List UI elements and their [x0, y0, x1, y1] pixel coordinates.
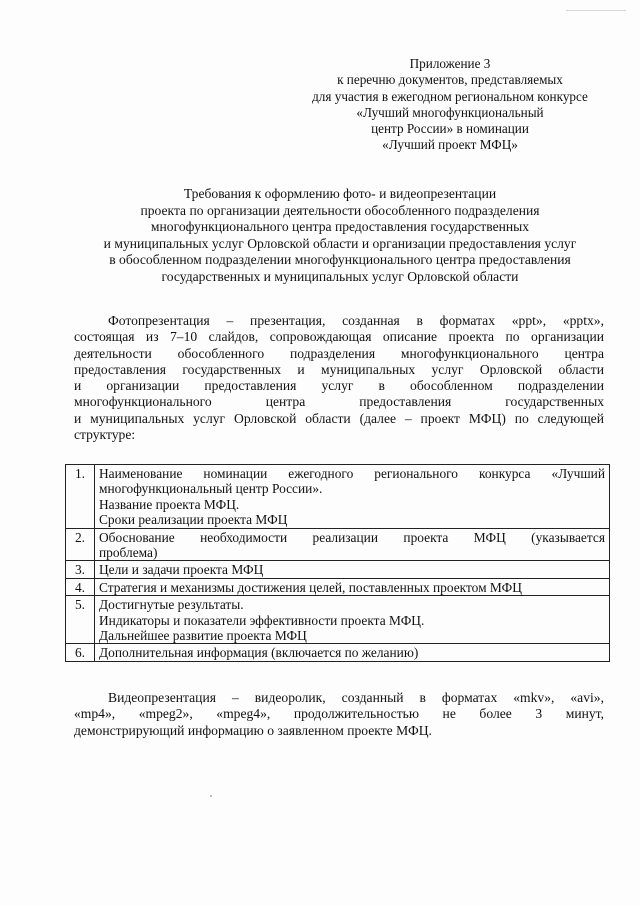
table-row: [66, 465, 610, 529]
table-row: [66, 528, 610, 561]
row-number: 6.: [66, 644, 95, 661]
paragraph-line: деятельности обособленного подразделения многофункционального центра: [74, 345, 604, 361]
appendix-line: «Лучший многофункциональный: [356, 104, 544, 120]
row-text: [95, 465, 610, 529]
row-line: многофункциональный центр России».: [99, 481, 323, 497]
row-line: Наименование номинации ежегодного регионального конкурса «Лучший: [99, 466, 605, 481]
table-row: [66, 561, 610, 578]
video-presentation-paragraph: [74, 690, 604, 739]
appendix-line: для участия в ежегодном региональном конкурсе: [312, 88, 588, 104]
paragraph-line: состоящая из 7–10 слайдов, сопровождающая описание проекта по организации: [74, 329, 604, 345]
row-number: 2.: [66, 528, 95, 561]
structure-table: [65, 464, 610, 662]
appendix-line: центр России» в номинации: [371, 121, 529, 137]
row-text: [95, 528, 610, 561]
row-line: Индикаторы и показатели эффективности проекта МФЦ.: [99, 612, 425, 628]
row-number: 5.: [66, 596, 95, 644]
paragraph-line: демонстрирующий информацию о заявленном проекте МФЦ.: [74, 722, 432, 738]
paragraph-line: Фотопрезентация – презентация, созданная в форматах «ppt», «pptx»,: [108, 313, 604, 328]
title-line: Требования к оформлению фото- и видеопрезентации: [183, 186, 497, 201]
paragraph-line: и муниципальных услуг Орловской области (далее – проект МФЦ) по следующей: [74, 410, 604, 426]
row-number: 3.: [66, 561, 95, 578]
row-line: проблема): [99, 545, 158, 561]
row-line: Название проекта МФЦ.: [99, 496, 240, 512]
row-text: [95, 561, 610, 578]
row-line: Дальнейшее развитие проекта МФЦ: [99, 628, 307, 644]
paragraph-line: Видеопрезентация – видеоролик, созданный в форматах «mkv», «avi»,: [108, 690, 604, 705]
row-line: Дополнительная информация (включается по желанию): [99, 645, 419, 661]
scan-artifact-line: [566, 10, 626, 11]
table-row: [66, 578, 610, 595]
row-number: 4.: [66, 578, 95, 595]
row-line: Сроки реализации проекта МФЦ: [99, 512, 288, 528]
row-text: [95, 596, 610, 644]
paragraph-line: структуре:: [74, 427, 136, 443]
scan-speck: [210, 795, 212, 797]
paragraph-line: «mp4», «mpeg2», «mpeg4», продолжительностью не более 3 минут,: [74, 706, 604, 722]
title-line: и муниципальных услуг Орловской области и организации предоставления услуг: [103, 235, 577, 251]
paragraph-line: предоставления государственных и муниципальных услуг Орловской области: [74, 361, 604, 377]
row-line: Достигнутые результаты.: [99, 597, 244, 613]
title-line: в обособленном подразделении многофункционального центра предоставления: [109, 252, 571, 268]
row-text: [95, 578, 610, 595]
appendix-line: «Лучший проект МФЦ»: [382, 137, 518, 153]
title-line: проекта по организации деятельности обособленного подразделения: [140, 202, 540, 218]
appendix-header: [290, 56, 610, 154]
row-line: Обоснование необходимости реализации проекта МФЦ (указывается: [99, 529, 605, 545]
photo-presentation-paragraph: [74, 313, 604, 443]
row-line: Цели и задачи проекта МФЦ: [99, 562, 264, 578]
table-row: [66, 644, 610, 661]
title-line: государственных и муниципальных услуг Орловской области: [161, 268, 519, 284]
document-title: [70, 186, 610, 286]
row-text: [95, 644, 610, 661]
paragraph-line: многофункционального центра предоставления государственных: [74, 394, 604, 410]
table-row: [66, 596, 610, 644]
appendix-line: к перечню документов, представляемых: [337, 72, 563, 88]
appendix-line: Приложение 3: [409, 56, 491, 71]
title-line: многофункционального центра предоставления государственных: [150, 219, 530, 235]
row-number: 1.: [66, 465, 95, 529]
paragraph-line: и организации предоставления услуг в обособленном подразделении: [74, 378, 604, 394]
row-line: Стратегия и механизмы достижения целей, поставленных проектом МФЦ: [99, 579, 522, 595]
